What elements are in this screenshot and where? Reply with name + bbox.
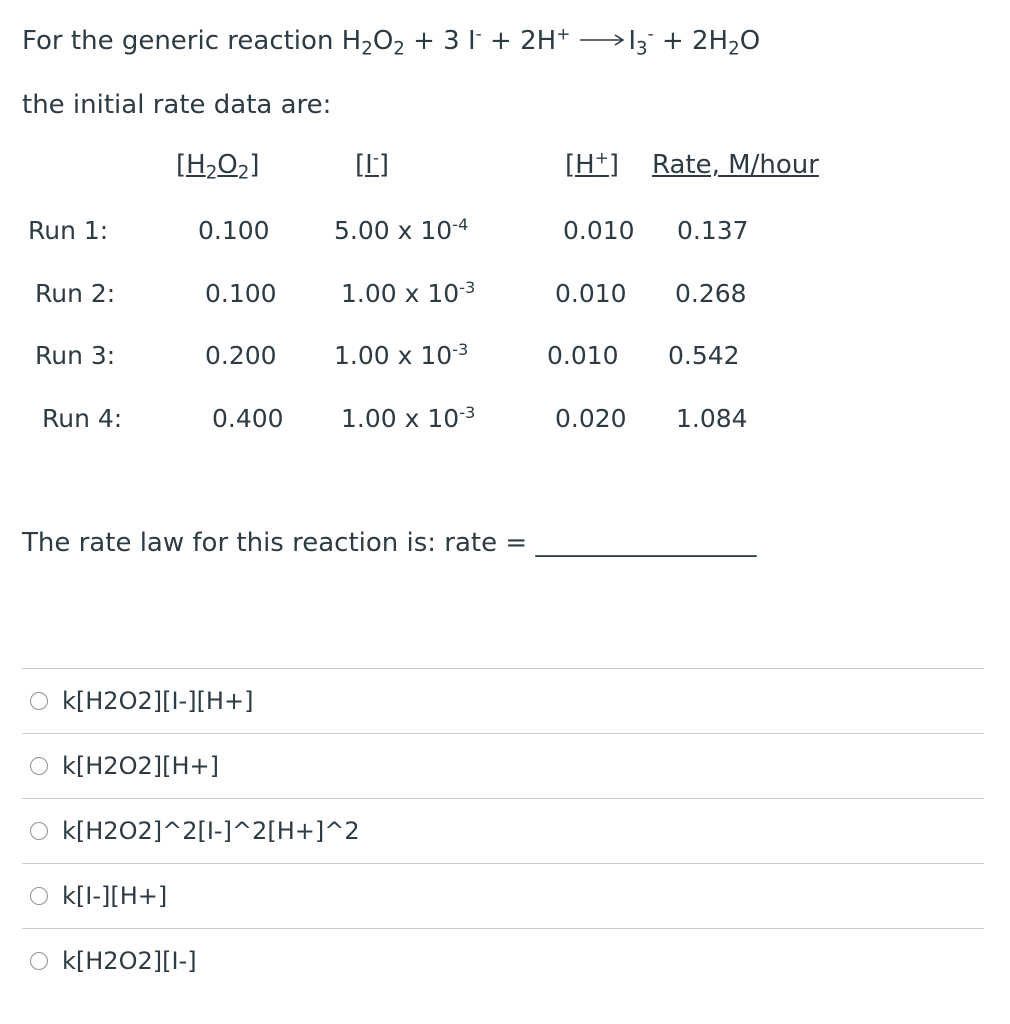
run-h2o2: 0.100 [198,216,270,245]
run-hplus: 0.010 [555,279,627,308]
run-hplus: 0.020 [555,404,627,433]
run-iodide: 1.00 x $10^{-3}$ [334,340,469,370]
rate-law-prompt: The rate law for this reaction is: rate = _________________ [22,528,757,558]
radio-button[interactable] [30,757,48,775]
option-label: k[I-][H+] [62,882,168,910]
header-iodide: [I-] [355,147,390,180]
option-label: k[H2O2][H+] [62,752,219,780]
run-label: Run 1: [28,216,109,245]
radio-button[interactable] [30,887,48,905]
answer-blank: _________________ [535,528,757,558]
answer-option[interactable] [22,798,984,863]
run-h2o2: 0.400 [212,404,284,433]
run-rate: 0.137 [677,216,749,245]
option-label: k[H2O2][I-] [62,947,197,975]
answer-option[interactable] [22,668,984,733]
run-h2o2: 0.200 [205,341,277,370]
run-rate: 0.268 [675,279,747,308]
answer-option[interactable] [22,863,984,928]
header-rate: Rate, M/hour [652,150,819,180]
run-hplus: 0.010 [563,216,635,245]
run-rate: 1.084 [676,404,748,433]
run-label: Run 2: [35,279,116,308]
radio-button[interactable] [30,952,48,970]
radio-button[interactable] [30,822,48,840]
run-label: Run 4: [42,404,123,433]
run-iodide: 1.00 x $10^{-3}$ [341,278,476,308]
header-hplus: [H+] [565,147,620,180]
answer-options [22,668,984,993]
answer-option[interactable] [22,928,984,993]
run-label: Run 3: [35,341,116,370]
run-rate: 0.542 [668,341,740,370]
run-iodide: 1.00 x $10^{-3}$ [341,403,476,433]
reaction-arrow-icon [578,33,626,47]
option-label: k[H2O2][I-][H+] [62,687,254,715]
reaction-equation: For the generic reaction $H_2O_2 + 3$ I- + 2H+ $I_3^- + 2H_2O$ [22,23,761,60]
radio-button[interactable] [30,692,48,710]
header-h2o2: $[H_2O_2]$ [176,150,260,184]
run-hplus: 0.010 [547,341,619,370]
option-label: k[H2O2]^2[I-]^2[H+]^2 [62,817,360,845]
run-iodide: 5.00 x $10^{-4}$ [334,215,469,245]
run-h2o2: 0.100 [205,279,277,308]
intro-text: the initial rate data are: [22,90,332,120]
answer-option[interactable] [22,733,984,798]
